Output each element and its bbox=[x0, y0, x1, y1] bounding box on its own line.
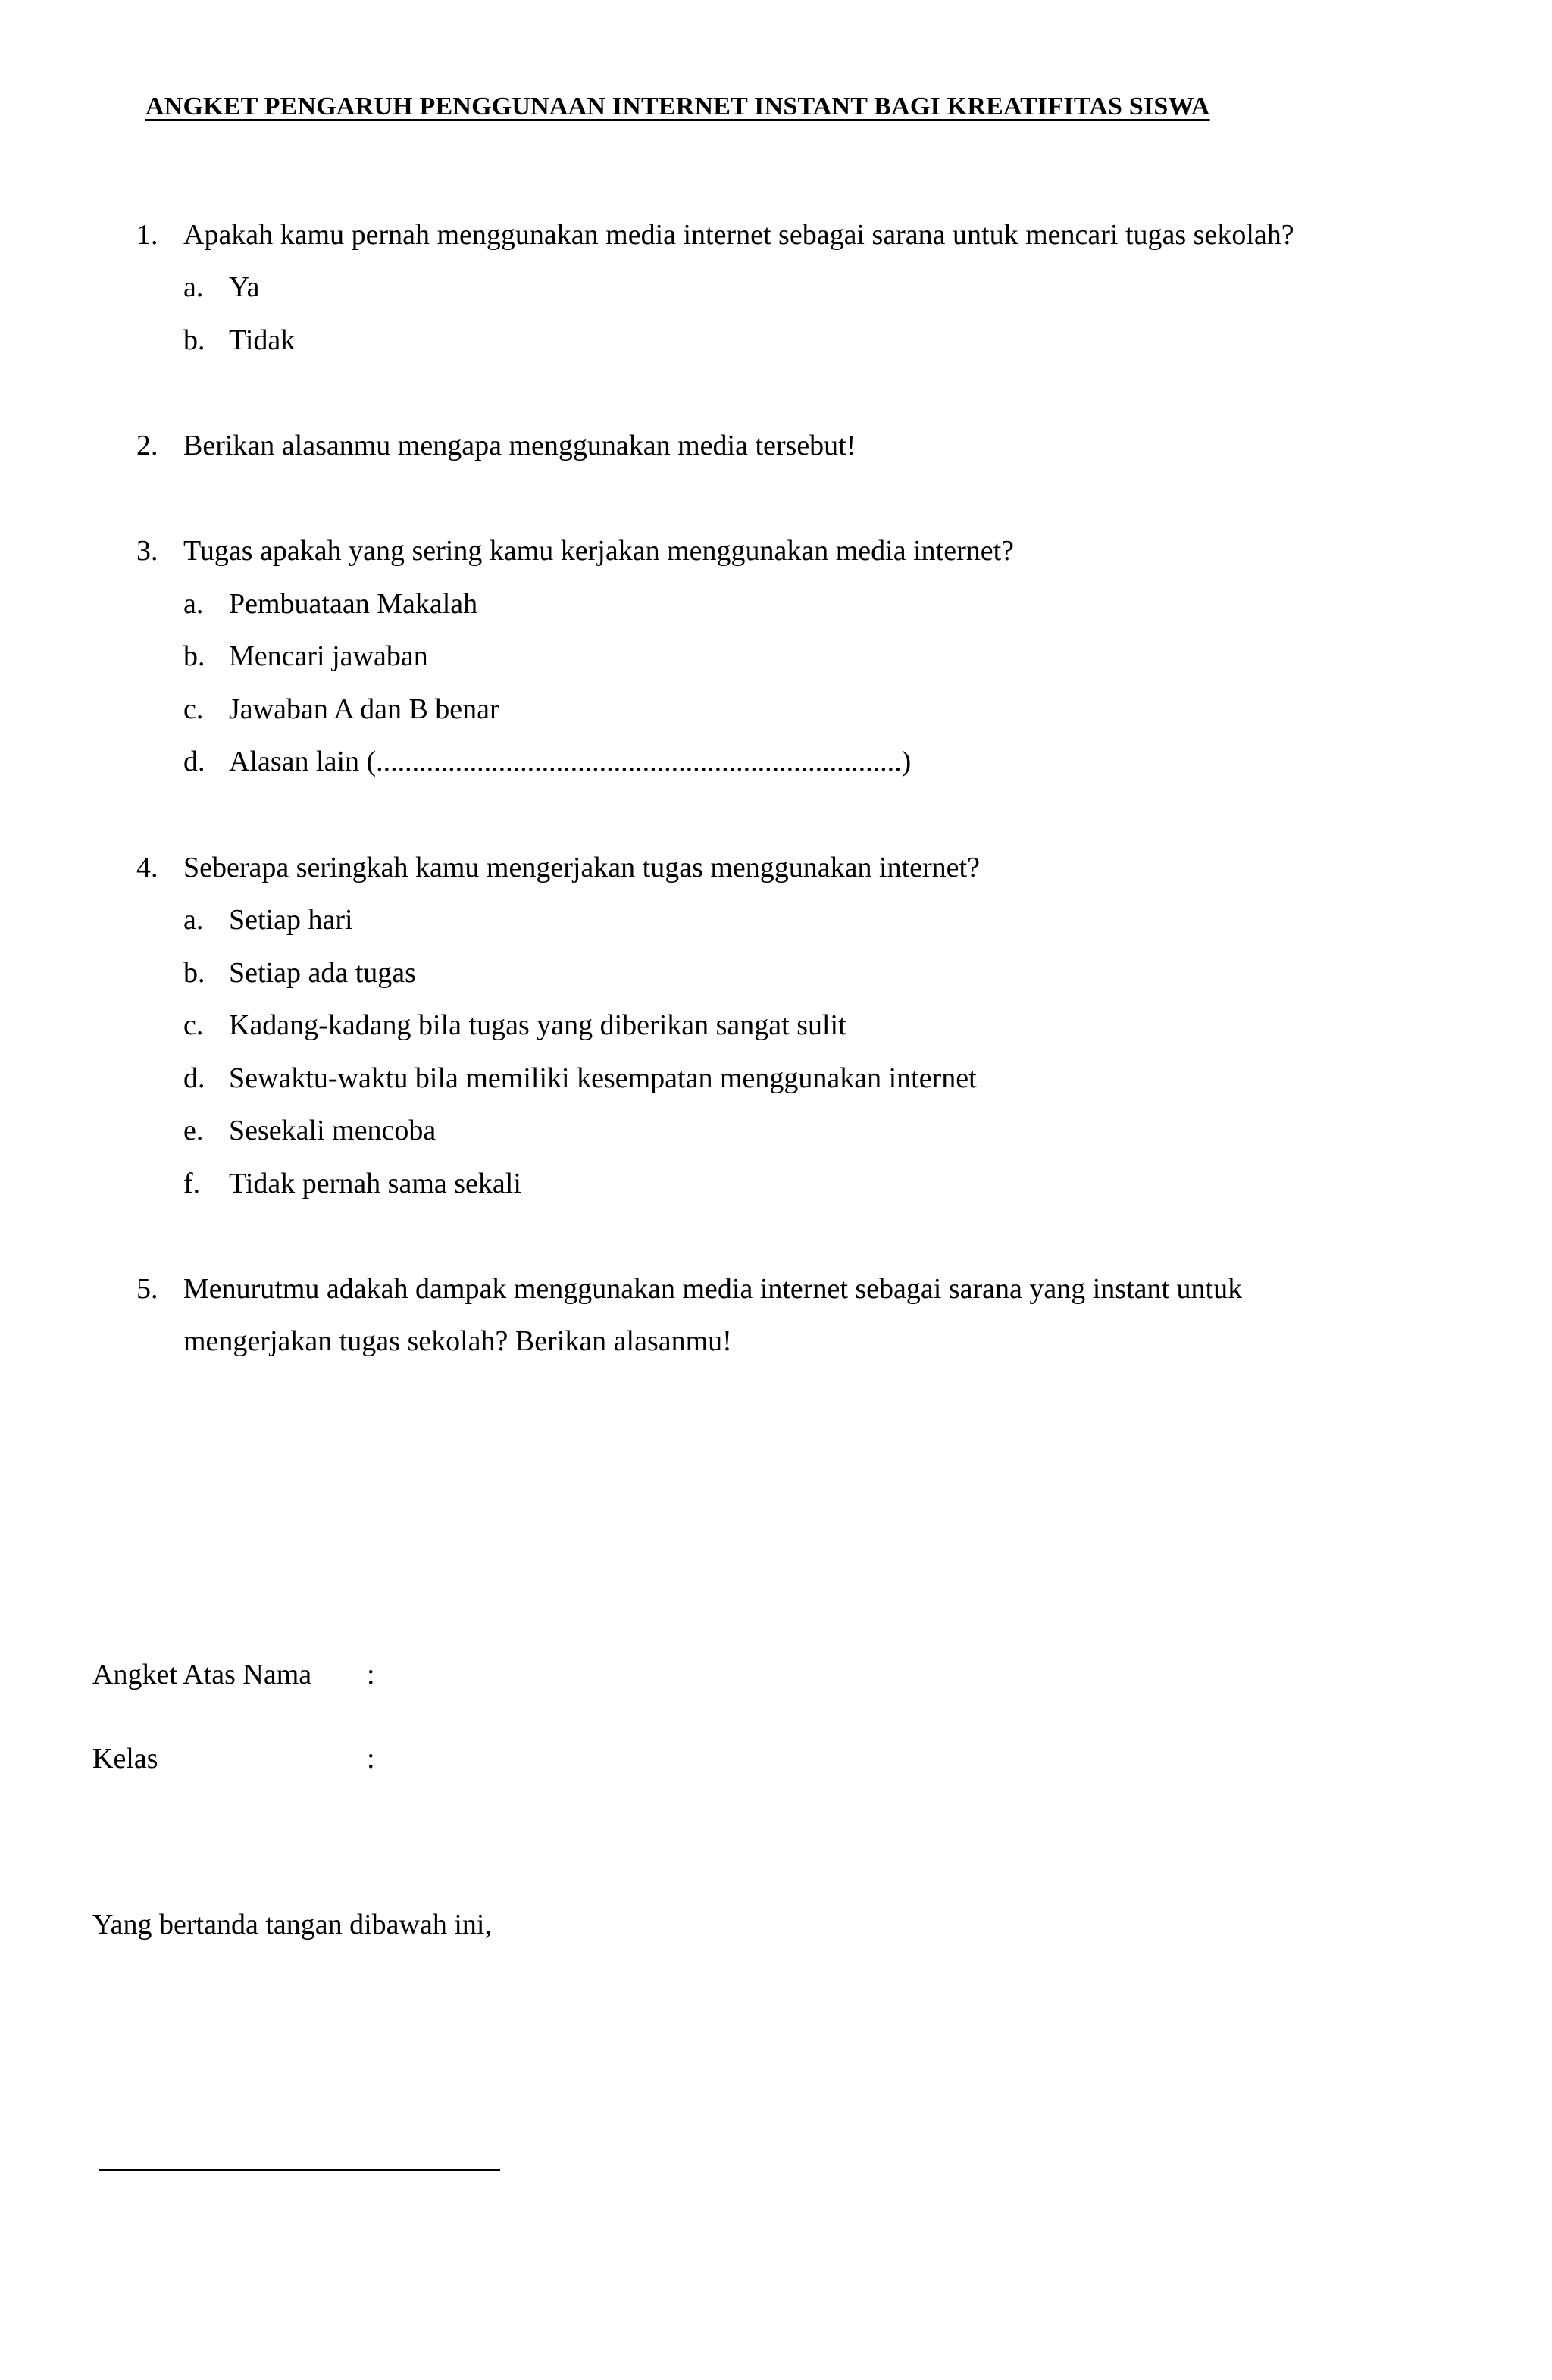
option-sesekali-mencoba[interactable]: Sesekali mencoba bbox=[229, 1115, 436, 1146]
question-number: 4. bbox=[136, 852, 158, 884]
option-letter: b. bbox=[183, 640, 205, 672]
question-text: Tugas apakah yang sering kamu kerjakan menggunakan media internet? bbox=[183, 535, 1015, 567]
question-text: Apakah kamu pernah menggunakan media internet sebagai sarana untuk mencari tugas sekolah? bbox=[183, 219, 1294, 251]
option-sewaktu-waktu[interactable]: Sewaktu-waktu bila memiliki kesempatan menggunakan internet bbox=[229, 1062, 977, 1094]
option-mencari-jawaban[interactable]: Mencari jawaban bbox=[229, 640, 428, 672]
option-tidak[interactable]: Tidak bbox=[229, 324, 296, 356]
option-kadang-kadang[interactable]: Kadang-kadang bila tugas yang diberikan sangat sulit bbox=[229, 1009, 846, 1041]
option-pembuataan-makalah[interactable]: Pembuataan Makalah bbox=[229, 588, 478, 620]
question-number: 2. bbox=[136, 430, 158, 461]
option-letter: e. bbox=[183, 1115, 204, 1146]
option-letter: d. bbox=[183, 1062, 205, 1094]
option-letter: c. bbox=[183, 1009, 204, 1041]
document-title: ANGKET PENGARUH PENGGUNAAN INTERNET INSTANT BAGI KREATIFITAS SISWA bbox=[146, 92, 1210, 120]
class-colon: : bbox=[367, 1743, 375, 1775]
question-text-line-2: mengerjakan tugas sekolah? Berikan alasanmu! bbox=[183, 1325, 732, 1357]
option-letter: b. bbox=[183, 324, 205, 356]
name-label: Angket Atas Nama bbox=[92, 1659, 312, 1690]
class-label: Kelas bbox=[92, 1743, 158, 1775]
option-letter: a. bbox=[183, 588, 204, 620]
question-number: 1. bbox=[136, 219, 158, 251]
signature-line bbox=[99, 2169, 500, 2171]
option-letter: f. bbox=[183, 1168, 201, 1199]
question-number: 3. bbox=[136, 535, 158, 567]
option-letter: b. bbox=[183, 957, 205, 989]
option-setiap-hari[interactable]: Setiap hari bbox=[229, 904, 353, 936]
option-setiap-ada-tugas[interactable]: Setiap ada tugas bbox=[229, 957, 416, 989]
option-letter: a. bbox=[183, 904, 204, 936]
signature-statement: Yang bertanda tangan dibawah ini, bbox=[92, 1909, 492, 1941]
option-letter: c. bbox=[183, 693, 204, 725]
option-jawaban-a-dan-b[interactable]: Jawaban A dan B benar bbox=[229, 693, 499, 725]
question-text: Berikan alasanmu mengapa menggunakan media tersebut! bbox=[183, 430, 856, 461]
option-alasan-lain[interactable]: Alasan lain (.........................................................................) bbox=[229, 746, 912, 777]
question-text: Seberapa seringkah kamu mengerjakan tugas menggunakan internet? bbox=[183, 852, 980, 884]
option-letter: d. bbox=[183, 746, 205, 777]
question-text-line-1: Menurutmu adakah dampak menggunakan media internet sebagai sarana yang instant untuk bbox=[183, 1273, 1243, 1305]
option-letter: a. bbox=[183, 271, 204, 303]
option-ya[interactable]: Ya bbox=[229, 271, 260, 303]
name-colon: : bbox=[367, 1659, 375, 1690]
question-number: 5. bbox=[136, 1273, 158, 1305]
option-tidak-pernah[interactable]: Tidak pernah sama sekali bbox=[229, 1168, 521, 1199]
